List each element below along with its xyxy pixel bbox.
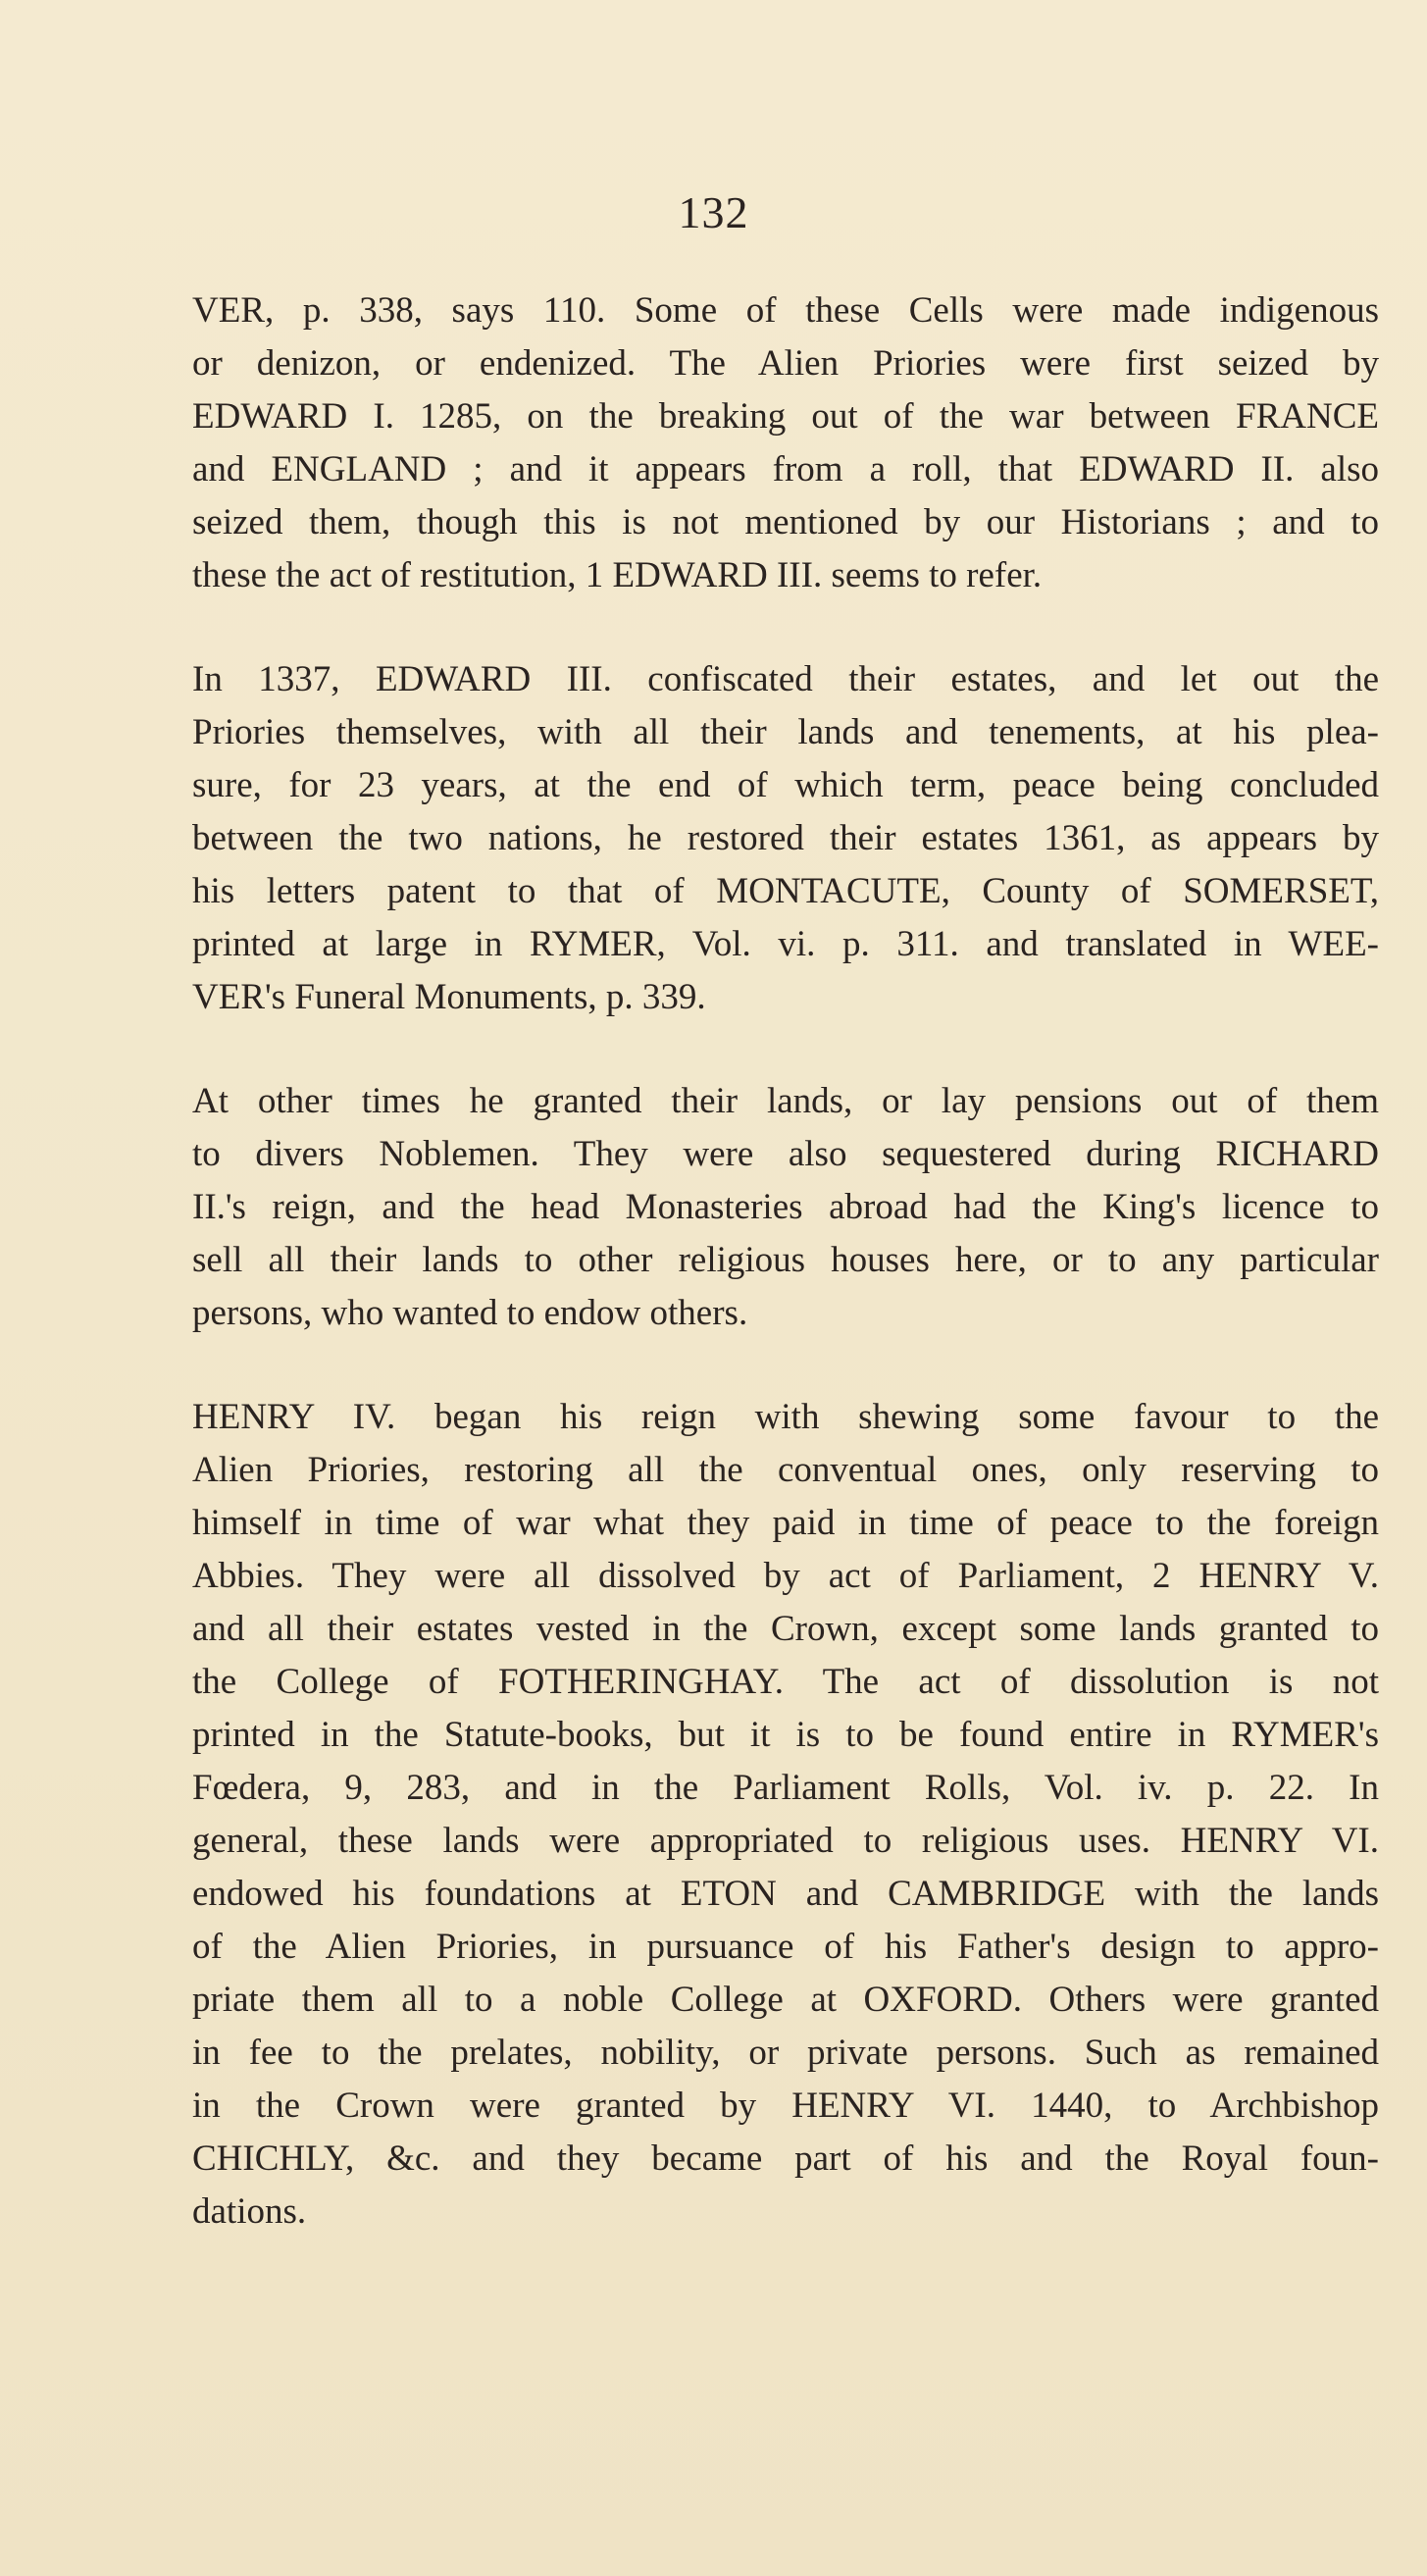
body-text [192,284,1379,2239]
text-line: At other times he granted their lands, or lay pensions out of them [192,1081,1379,1121]
text-line: and all their estates vested in the Crown, except some lands granted to [192,1609,1379,1649]
text-line: between the two nations, he restored their estates 1361, as appears by [192,818,1379,858]
text-line: II.'s reign, and the head Monasteries abroad had the King's licence to [192,1187,1379,1227]
paragraph-3 [192,1075,1379,1340]
text-line: priate them all to a noble College at OXFORD. Others were granted [192,1980,1379,2020]
text-line: these the act of restitution, 1 EDWARD III. seems to refer. [192,555,1043,595]
text-line: in the Crown were granted by HENRY VI. 1440, to Archbishop [192,2086,1379,2126]
text-line: Priories themselves, with all their lands and tenements, at his plea- [192,712,1379,752]
page-number: 132 [678,187,749,237]
text-line: dations. [192,2191,307,2232]
text-line: sure, for 23 years, at the end of which term, peace being concluded [192,765,1379,805]
text-line: CHICHLY, &c. and they became part of his and the Royal foun- [192,2138,1379,2179]
text-line: Abbies. They were all dissolved by act of Parliament, 2 HENRY V. [192,1556,1379,1596]
text-line: HENRY IV. began his reign with shewing some favour to the [192,1397,1379,1437]
text-line: seized them, though this is not mentioned by our Historians ; and to [192,502,1379,542]
text-line: printed in the Statute-books, but it is to be found entire in RYMER's [192,1715,1379,1755]
text-line: persons, who wanted to endow others. [192,1293,748,1333]
text-line: printed at large in RYMER, Vol. vi. p. 311. and translated in WEE- [192,924,1379,964]
text-line: Fœdera, 9, 283, and in the Parliament Rolls, Vol. iv. p. 22. In [192,1768,1379,1808]
text-line: of the Alien Priories, in pursuance of his Father's design to appro- [192,1927,1379,1967]
text-line: in fee to the prelates, nobility, or private persons. Such as remained [192,2033,1379,2073]
text-line: In 1337, EDWARD III. confiscated their estates, and let out the [192,659,1379,699]
text-line: to divers Noblemen. They were also sequestered during RICHARD [192,1134,1379,1174]
text-line: and ENGLAND ; and it appears from a roll, that EDWARD II. also [192,449,1379,489]
paragraph-4 [192,1391,1379,2239]
text-line: Alien Priories, restoring all the conventual ones, only reserving to [192,1450,1379,1490]
text-line: VER's Funeral Monuments, p. 339. [192,977,706,1017]
text-line: himself in time of war what they paid in time of peace to the foreign [192,1503,1379,1543]
paragraph-1 [192,284,1379,602]
paragraph-2 [192,653,1379,1024]
text-line: his letters patent to that of MONTACUTE, County of SOMERSET, [192,871,1379,911]
text-line: EDWARD I. 1285, on the breaking out of the war between FRANCE [192,396,1379,437]
text-line: sell all their lands to other religious houses here, or to any particular [192,1240,1379,1280]
text-line: or denizon, or endenized. The Alien Priories were first seized by [192,343,1379,384]
text-line: endowed his foundations at ETON and CAMBRIDGE with the lands [192,1874,1379,1914]
text-line: the College of FOTHERINGHAY. The act of dissolution is not [192,1662,1379,1702]
text-line: VER, p. 338, says 110. Some of these Cells were made indigenous [192,290,1379,331]
text-line: general, these lands were appropriated to religious uses. HENRY VI. [192,1821,1379,1861]
